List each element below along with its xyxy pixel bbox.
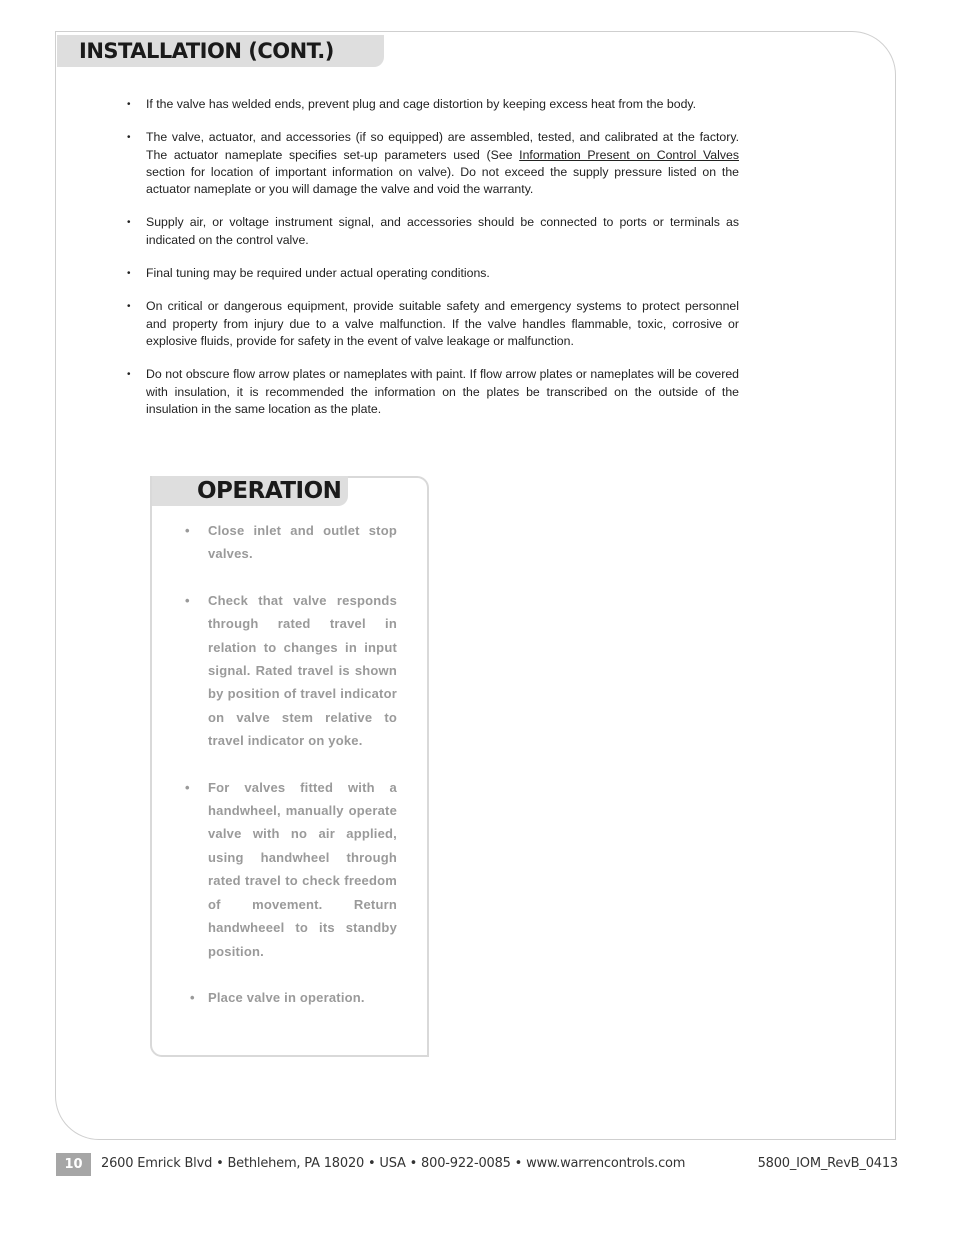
list-item bbox=[185, 589, 397, 753]
bullet: • bbox=[185, 523, 190, 538]
operation-list bbox=[185, 519, 397, 1032]
bullet: • bbox=[185, 779, 190, 795]
document-id: 5800_IOM_RevB_0413 bbox=[757, 1156, 898, 1171]
list-item bbox=[185, 519, 397, 566]
reference-link[interactable]: Information Present on Control Valves bbox=[519, 147, 740, 162]
list-item bbox=[127, 366, 739, 418]
list-item bbox=[185, 986, 397, 1009]
installation-heading: INSTALLATION (CONT.) bbox=[57, 35, 384, 67]
installation-list bbox=[127, 96, 739, 434]
list-item bbox=[127, 96, 739, 113]
item-text: For valves fitted with a handwheel, manually operate valve with no air applied, using handwheel through rated travel to check freedom of movement. Return handwheeel to its standby position. bbox=[208, 779, 397, 959]
company-address: 2600 Emrick Blvd • Bethlehem, PA 18020 • USA • 800-922-0085 • www.warrencontrols.com bbox=[101, 1156, 686, 1171]
list-item bbox=[185, 776, 397, 963]
list-item bbox=[127, 265, 739, 282]
item-text: Do not obscure flow arrow plates or nameplates with paint. If flow arrow plates or nameplates will be covered with insulation, it is recommended the information on the plates be transcribed on the outside of the insulation in the same location as the plate. bbox=[146, 367, 739, 416]
item-text: Place valve in operation. bbox=[208, 989, 365, 1005]
item-text: Supply air, or voltage instrument signal, and accessories should be connected to ports or terminals as indicated on the control valve. bbox=[146, 215, 739, 247]
page-number: 10 bbox=[56, 1153, 91, 1176]
operation-heading: OPERATION bbox=[152, 476, 348, 506]
bullet: • bbox=[127, 301, 131, 313]
item-text: section for location of important information on valve). Do not exceed the supply pressure listed on the actuator nameplate or you will damage the valve and void the warranty. bbox=[146, 164, 739, 197]
bullet: • bbox=[190, 989, 195, 1005]
page-footer bbox=[56, 1153, 898, 1177]
bullet: • bbox=[127, 268, 131, 280]
bullet: • bbox=[127, 132, 131, 144]
list-item bbox=[127, 214, 739, 249]
item-text: The valve, actuator, and accessories (if so equipped) are assembled, tested, and calibrated at the factory. The actuator nameplate specifies set-up parameters used (See bbox=[146, 130, 739, 162]
list-item bbox=[127, 298, 739, 350]
bullet: • bbox=[185, 592, 190, 608]
item-text: Close inlet and outlet stop valves. bbox=[208, 523, 397, 562]
item-text: Check that valve responds through rated travel in relation to changes in input signal. Rated travel is shown by position of travel indicator on valve stem relative to travel indicator on yoke. bbox=[208, 592, 397, 749]
bullet: • bbox=[127, 99, 131, 110]
bullet: • bbox=[127, 369, 131, 381]
item-text: On critical or dangerous equipment, provide suitable safety and emergency systems to protect personnel and property from injury due to a valve malfunction. If the valve handles flammable, toxic, corrosive or explosive fluids, provide for safety in the event of valve leakage or malfunction. bbox=[146, 299, 739, 348]
item-text: If the valve has welded ends, prevent plug and cage distortion by keeping excess heat from the body. bbox=[146, 97, 697, 111]
bullet: • bbox=[127, 217, 131, 229]
list-item bbox=[127, 129, 739, 198]
item-text: Final tuning may be required under actual operating conditions. bbox=[146, 266, 490, 281]
